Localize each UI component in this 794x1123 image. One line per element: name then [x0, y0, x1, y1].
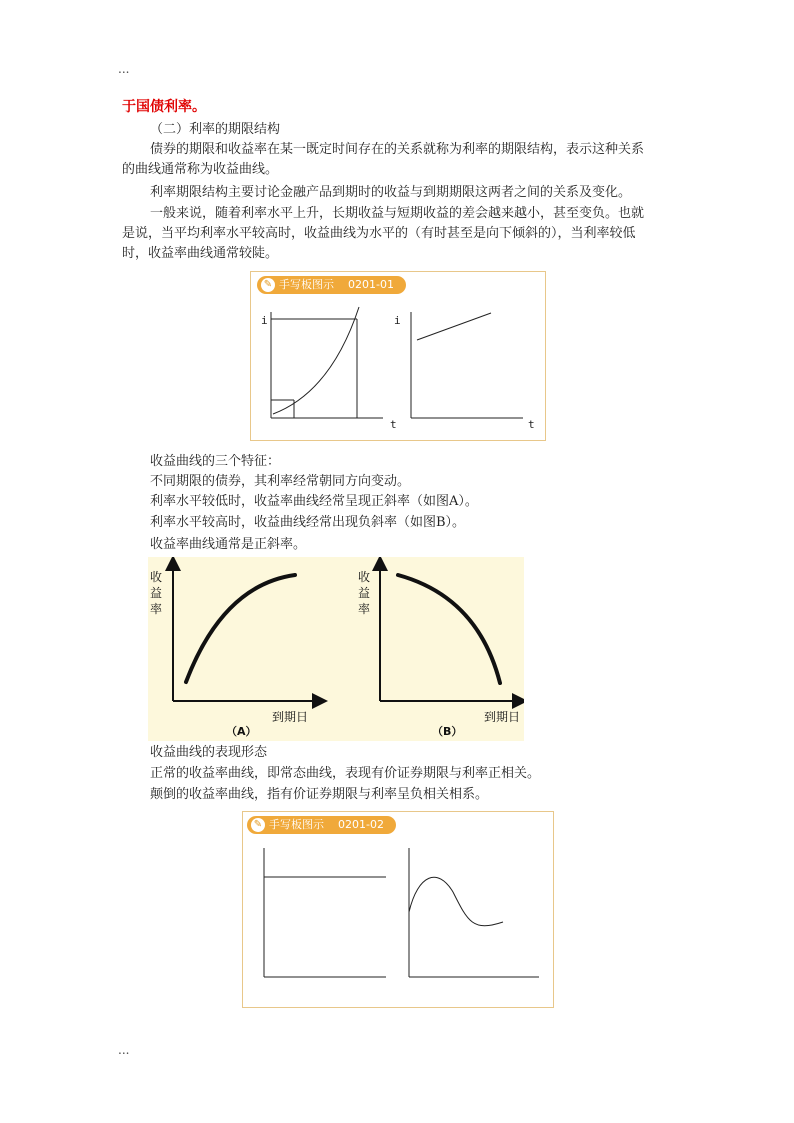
- paragraph-2: 利率期限结构主要讨论金融产品到期时的收益与到期期限这两者之间的关系及变化。: [150, 185, 632, 200]
- form-2: 颠倒的收益率曲线，指有价证券期限与利率呈负相关相系。: [150, 787, 489, 802]
- figure-2-a-caption: （A）: [226, 725, 257, 738]
- figure-1-left-curve: [273, 307, 359, 414]
- figure-2-a-x-label: 到期日: [272, 710, 309, 724]
- figure-3-badge-text: 手写板图示: [269, 818, 324, 831]
- figure-2-b-x-label: 到期日: [484, 710, 521, 724]
- pen-icon: ✎: [251, 818, 265, 832]
- feature-4: 收益率曲线通常是正斜率。: [150, 537, 307, 552]
- feature-3: 利率水平较高时，收益曲线经常出现负斜率（如图B）。: [150, 515, 466, 530]
- paragraph-1-line-2: 的曲线通常称为收益曲线。: [122, 162, 279, 177]
- heading-fragment: 于国债利率。: [122, 99, 206, 115]
- figure-1-right-line: [417, 313, 491, 340]
- paragraph-3-line-3: 时，收益率曲线通常较陡。: [122, 246, 279, 261]
- figure-2-a-y-label-1: 收: [150, 570, 163, 584]
- figure-2-a-curve: [186, 575, 295, 682]
- figure-3-code: 0201-02: [338, 818, 384, 831]
- figure-1-left-y-label: i: [261, 314, 268, 327]
- pen-icon: ✎: [261, 278, 275, 292]
- figure-3-diagram: [243, 812, 553, 1007]
- page-ellipsis-top: ...: [118, 62, 130, 76]
- figure-2-b-y-label-1: 收: [358, 570, 371, 584]
- figure-2-b-y-label-2: 益: [358, 586, 371, 600]
- figure-1-right-x-label: t: [528, 418, 535, 431]
- paragraph-3-line-1: 一般来说，随着利率水平上升，长期收益与短期收益的差会越来越小，甚至变负。也就: [150, 206, 645, 221]
- figure-1-code: 0201-01: [348, 278, 394, 291]
- figure-2-b-curve: [398, 575, 500, 683]
- feature-2: 利率水平较低时，收益率曲线经常呈现正斜率（如图A）。: [150, 494, 478, 509]
- form-1: 正常的收益率曲线，即常态曲线，表现有价证券期限与利率正相关。: [150, 766, 541, 781]
- figure-2: [148, 557, 524, 741]
- figure-2-a-y-label-3: 率: [150, 602, 163, 616]
- figure-2-diagram: [148, 557, 524, 741]
- figure-2-a-y-label-2: 益: [150, 586, 163, 600]
- figure-3-right-humped-curve: [409, 877, 503, 925]
- figure-2-b-caption: （B）: [432, 725, 463, 738]
- figure-1: [250, 271, 546, 441]
- figure-1-diagram: [251, 272, 545, 440]
- paragraph-3-line-2: 是说，当平均利率水平较高时，收益曲线为水平的（有时甚至是向下倾斜的），当利率较低: [122, 226, 636, 241]
- feature-1: 不同期限的债券，其利率经常朝同方向变动。: [150, 474, 411, 489]
- figure-3: [242, 811, 554, 1008]
- paragraph-1-line-1: 债券的期限和收益率在某一既定时间存在的关系就称为利率的期限结构，表示这种关系: [150, 142, 645, 157]
- figure-1-badge-text: 手写板图示: [279, 278, 334, 291]
- figure-2-b-y-label-3: 率: [358, 602, 371, 616]
- figure-1-left-x-label: t: [390, 418, 397, 431]
- features-title: 收益曲线的三个特征：: [150, 454, 281, 469]
- section-title: （二）利率的期限结构: [150, 122, 281, 137]
- forms-title: 收益曲线的表现形态: [150, 745, 268, 760]
- page-ellipsis-bottom: ...: [118, 1043, 130, 1057]
- figure-1-right-y-label: i: [394, 314, 401, 327]
